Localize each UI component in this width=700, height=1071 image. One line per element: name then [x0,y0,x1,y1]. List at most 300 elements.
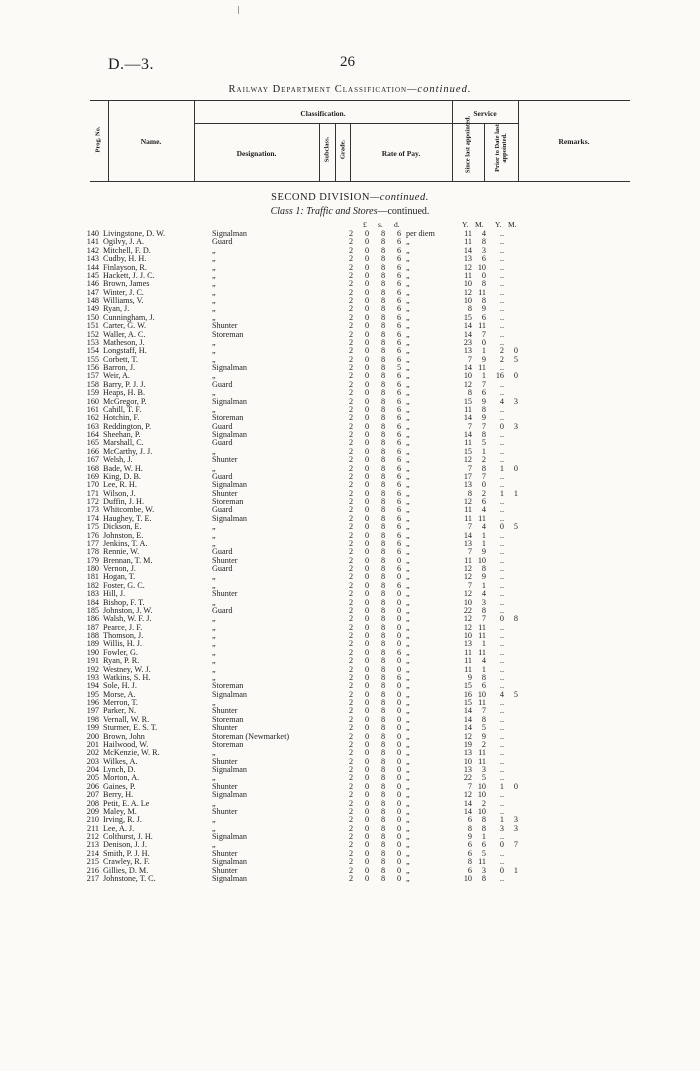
pay-shillings: 8 [380,296,386,305]
pay-pence: 0 [396,773,402,783]
service-years-prior: .. [499,287,504,297]
grade: 2 [348,237,354,247]
pay-unit: „ [406,564,410,573]
staff-name: Matheson, J. [103,338,145,347]
service-years-prior: 2 [499,354,504,364]
service-months-since: 10 [477,262,486,272]
service-months-prior: 7 [513,840,518,850]
pay-pounds: 0 [364,781,370,791]
pay-pounds: 0 [364,832,370,841]
pay-unit: „ [406,723,410,733]
designation: Shunter [212,456,238,465]
staff-name: Petit, E. A. Le [103,799,150,808]
grade: 2 [348,580,354,590]
service-years-prior: .. [499,446,504,456]
pay-unit: „ [406,681,410,691]
service-years-since: 12 [463,379,472,389]
pay-pounds: 0 [364,865,370,875]
grade: 2 [348,731,354,741]
staff-name: Gillies, D. M. [103,866,149,875]
unit-shillings: s. [378,220,383,229]
grade: 2 [348,245,354,255]
pay-unit: „ [406,497,410,506]
service-months-since: 8 [481,605,486,615]
pay-shillings: 8 [380,404,386,414]
pay-pence: 6 [396,371,402,381]
grade: 2 [348,739,354,749]
pay-pence: 6 [396,229,402,238]
service-years-since: 13 [463,765,472,774]
unit-months-prior: M. [508,220,517,229]
grade: 2 [348,597,354,607]
service-months-since: 5 [481,723,486,733]
designation: Shunter [212,866,238,875]
divider [484,123,485,181]
service-months-since: 10 [477,555,486,565]
pay-pounds: 0 [364,555,370,565]
pay-pounds: 0 [364,664,370,674]
grade: 2 [348,823,354,833]
service-years-prior: .. [499,505,504,515]
pay-pence: 6 [396,522,402,532]
pay-pounds: 0 [364,815,370,825]
since-last-header: Since last appointed. [464,115,472,174]
designation: „ [212,313,216,322]
staff-name: Colthurst, J. H. [103,833,153,841]
grade: 2 [348,538,354,548]
designation: „ [212,523,216,532]
service-years-since: 9 [467,672,472,682]
pay-pence: 6 [396,304,402,314]
pay-pence: 6 [396,296,402,305]
pay-pence: 6 [396,480,402,490]
service-years-prior: .. [499,270,504,280]
service-years-since: 14 [463,245,472,255]
service-years-prior: .. [499,438,504,448]
service-years-since: 14 [463,413,472,423]
prog-no: 172 [86,497,99,506]
pay-shillings: 8 [380,798,386,808]
staff-name: Cudby, H. H. [103,255,147,264]
name-header: Name. [140,137,162,146]
service-months-since: 8 [481,564,486,573]
service-months-prior: 0 [513,346,518,356]
prog-no: 156 [86,363,99,372]
grade: 2 [348,614,354,624]
prog-no: 182 [86,580,99,590]
grade: 2 [348,438,354,448]
pay-shillings: 8 [380,270,386,280]
pay-pounds: 0 [364,329,370,339]
prog-no: 160 [86,396,99,406]
staff-name: Haughey, T. E. [103,514,152,523]
pay-shillings: 8 [380,513,386,523]
pay-unit: „ [406,346,410,356]
grade: 2 [348,254,354,264]
service-years-since: 14 [463,706,472,716]
service-months-since: 0 [481,337,486,347]
designation: „ [212,531,216,540]
service-years-since: 14 [463,530,472,540]
pay-unit: „ [406,279,410,289]
grade: 2 [348,689,354,699]
prog-no: 210 [86,815,99,825]
service-years-prior: .. [499,580,504,590]
section-heading [0,192,700,203]
pay-unit: „ [406,748,410,758]
pay-pence: 0 [396,597,402,607]
pay-unit: „ [406,832,410,841]
pay-pence: 0 [396,840,402,850]
grade: 2 [348,647,354,657]
prog-no: 147 [86,287,99,297]
pay-pounds: 0 [364,756,370,766]
pay-pounds: 0 [364,848,370,858]
grade: 2 [348,388,354,398]
pay-unit: „ [406,413,410,423]
pay-unit: „ [406,337,410,347]
pay-pounds: 0 [364,438,370,448]
grade: 2 [348,790,354,800]
pay-unit: „ [406,622,410,632]
pay-shillings: 8 [380,455,386,465]
staff-name: Weir, A. [103,372,130,381]
pay-shillings: 8 [380,873,386,883]
pay-unit: „ [406,421,410,431]
grade: 2 [348,413,354,423]
service-years-since: 13 [463,748,472,758]
service-years-since: 23 [463,337,472,347]
service-months-since: 11 [478,287,486,297]
service-years-since: 15 [463,312,472,322]
prog-no: 203 [86,756,99,766]
service-months-since: 8 [481,404,486,414]
service-years-since: 13 [463,639,472,649]
service-years-since: 19 [463,739,472,749]
prog-no: 177 [86,538,99,548]
pay-shillings: 8 [380,564,386,573]
grade: 2 [348,639,354,649]
pay-pounds: 0 [364,430,370,439]
pay-pounds: 0 [364,631,370,640]
service-months-since: 2 [481,488,486,498]
service-years-prior: .. [499,765,504,774]
pay-shillings: 8 [380,337,386,347]
page-mark [238,6,239,14]
staff-name: Foster, G. C. [103,581,145,590]
pay-pounds: 0 [364,589,370,599]
pay-unit: „ [406,672,410,682]
service-months-since: 8 [481,873,486,883]
pay-unit: „ [406,790,410,800]
service-years-prior: .. [499,832,504,841]
pay-pence: 6 [396,262,402,272]
service-years-prior: .. [499,321,504,331]
grade: 2 [348,497,354,506]
designation: Shunter [212,724,238,733]
service-years-since: 10 [463,597,472,607]
pay-unit: „ [406,522,410,532]
service-years-prior: .. [499,564,504,573]
pay-pence: 0 [396,765,402,774]
service-months-since: 1 [481,639,486,649]
pay-shillings: 8 [380,522,386,532]
service-years-prior: .. [499,605,504,615]
prog-no: 204 [86,765,99,774]
staff-name: Morse, A. [103,690,136,699]
pay-unit: „ [406,363,410,372]
designation: Storeman [212,740,244,749]
staff-name: Corbett, T. [103,355,138,364]
pay-pence: 6 [396,396,402,406]
pay-pence: 0 [396,823,402,833]
designation: „ [212,338,216,347]
staff-table-body [0,230,700,883]
grade: 2 [348,765,354,774]
grade: 2 [348,564,354,573]
service-years-prior: .. [499,806,504,816]
pay-pounds: 0 [364,572,370,582]
staff-name: Duffin, J. H. [103,498,145,506]
service-years-prior: .. [499,430,504,439]
staff-name: Berry, H. [103,791,134,800]
pay-unit: „ [406,438,410,448]
pay-pounds: 0 [364,396,370,406]
pay-pounds: 0 [364,614,370,624]
pay-unit: „ [406,245,410,255]
grade: 2 [348,622,354,632]
grade: 2 [348,589,354,599]
pay-shillings: 8 [380,572,386,582]
pay-unit: „ [406,597,410,607]
prog-no: 212 [86,832,99,841]
staff-name: Smith, P. J. H. [103,849,150,858]
service-years-prior: 2 [499,346,504,356]
prog-no: 171 [86,488,99,498]
service-years-since: 13 [463,538,472,548]
designation: „ [212,623,216,632]
section-suffix: —continued. [369,192,429,203]
staff-name: Ryan, P. R. [103,657,140,666]
staff-name: Jenkins, T. A. [103,539,148,548]
designation: Signalman [212,397,248,406]
staff-name: Vernall, W. R. [103,715,150,724]
service-months-since: 1 [481,346,486,356]
prog-no: 209 [86,806,99,816]
staff-name: Johnston, E. [103,531,144,540]
service-years-since: 12 [463,589,472,599]
service-years-prior: 0 [499,865,504,875]
service-years-since: 9 [467,832,472,841]
designation: Shunter [212,489,238,498]
pay-unit: „ [406,806,410,816]
pay-shillings: 8 [380,781,386,791]
staff-name: Barry, P. J. J. [103,380,146,389]
pay-unit: „ [406,354,410,364]
pay-pence: 0 [396,848,402,858]
pay-unit: „ [406,689,410,699]
pay-pounds: 0 [364,547,370,557]
prog-no: 186 [86,614,99,624]
service-years-since: 12 [463,455,472,465]
pay-unit: „ [406,773,410,783]
staff-name: Fowler, G. [103,648,138,657]
service-years-since: 11 [464,438,472,448]
prog-no: 201 [86,739,99,749]
pay-pence: 6 [396,580,402,590]
prog-no: 165 [86,438,99,448]
prog-no: 175 [86,522,99,532]
designation: „ [212,824,216,833]
pay-unit: „ [406,865,410,875]
service-years-prior: .. [499,572,504,582]
pay-pounds: 0 [364,245,370,255]
pay-pence: 6 [396,430,402,439]
pay-shillings: 8 [380,589,386,599]
pay-pence: 6 [396,564,402,573]
service-years-since: 10 [463,873,472,883]
service-months-since: 8 [481,823,486,833]
prog-no: 170 [86,480,99,490]
pay-unit: „ [406,580,410,590]
grade: 2 [348,815,354,825]
pay-pence: 6 [396,279,402,289]
service-years-since: 7 [467,354,472,364]
pay-pounds: 0 [364,522,370,532]
service-years-since: 15 [463,396,472,406]
prog-no: 174 [86,513,99,523]
pay-pounds: 0 [364,237,370,247]
service-months-since: 6 [481,312,486,322]
service-years-since: 7 [467,547,472,557]
grade: 2 [348,337,354,347]
grade: 2 [348,296,354,305]
prior-to-date-header: Prior to Date last appointed. [494,124,508,172]
service-header: Service [473,109,497,118]
pay-pounds: 0 [364,605,370,615]
section-title: SECOND DIVISION [271,192,370,203]
staff-name: Lee, A. J. [103,824,135,833]
prog-no: 163 [86,421,99,431]
prog-no: 173 [86,505,99,515]
staff-name: Irving, R. J. [103,816,142,825]
prog-no: 189 [86,639,99,649]
designation: Storeman (Newmarket) [212,732,290,741]
prog-no: 162 [86,413,99,423]
service-months-since: 8 [481,815,486,825]
service-months-since: 4 [481,656,486,666]
prog-no: 184 [86,597,99,607]
service-years-since: 14 [463,363,472,372]
grade: 2 [348,329,354,339]
prog-no: 207 [86,790,99,800]
prog-no-header: Prog. No. [94,126,102,153]
service-months-since: 11 [478,748,486,758]
prog-no: 144 [86,262,99,272]
pay-pence: 6 [396,647,402,657]
pay-pence: 6 [396,379,402,389]
unit-pence: d. [394,220,400,229]
title-text: Railway Department Classification [228,84,408,95]
service-years-since: 7 [467,781,472,791]
service-years-prior: .. [499,555,504,565]
pay-shillings: 8 [380,287,386,297]
staff-name: Waller, A. C. [103,330,146,339]
pay-unit: „ [406,538,410,548]
service-years-prior: .. [499,798,504,808]
pay-unit: „ [406,647,410,657]
service-months-since: 5 [481,848,486,858]
pay-pounds: 0 [364,714,370,724]
staff-name: Westney, W. J. [103,665,151,674]
staff-name: Welsh, J. [103,456,133,465]
staff-name: Livingstone, D. W. [103,230,166,238]
service-years-since: 10 [463,279,472,289]
service-years-since: 8 [467,823,472,833]
divider [194,123,452,124]
pay-pence: 5 [396,363,402,372]
pay-unit: per diem [406,229,435,238]
grade: 2 [348,430,354,439]
staff-name: Watkins, S. H. [103,673,151,682]
pay-pence: 0 [396,832,402,841]
pay-pence: 0 [396,656,402,666]
prog-no: 216 [86,865,99,875]
service-years-prior: 0 [499,421,504,431]
pay-shillings: 8 [380,371,386,381]
designation: Signalman [212,514,248,523]
service-months-since: 4 [481,505,486,515]
grade: 2 [348,262,354,272]
prog-no: 148 [86,296,99,305]
staff-name: Brown, James [103,280,150,289]
service-years-prior: .. [499,480,504,490]
prog-no: 198 [86,714,99,724]
service-years-prior: .. [499,731,504,741]
pay-pounds: 0 [364,698,370,707]
service-years-since: 7 [467,580,472,590]
service-months-since: 4 [481,522,486,532]
pay-shillings: 8 [380,597,386,607]
grade: 2 [348,848,354,858]
pay-pounds: 0 [364,731,370,741]
prog-no: 195 [86,689,99,699]
staff-name: Dickson, E. [103,523,142,532]
pay-pounds: 0 [364,270,370,280]
pay-pounds: 0 [364,873,370,883]
pay-shillings: 8 [380,505,386,515]
grade: 2 [348,371,354,381]
pay-shillings: 8 [380,254,386,264]
pay-pounds: 0 [364,857,370,867]
pay-pounds: 0 [364,497,370,506]
pay-shillings: 8 [380,656,386,666]
grade: 2 [348,798,354,808]
service-years-prior: 0 [499,522,504,532]
pay-unit: „ [406,614,410,624]
service-months-prior: 3 [513,823,518,833]
prog-no: 178 [86,547,99,557]
service-years-since: 7 [467,522,472,532]
prog-no: 196 [86,698,99,707]
service-years-since: 7 [467,421,472,431]
grade: 2 [348,572,354,582]
staff-name: Merron, T. [103,699,138,707]
pay-pounds: 0 [364,446,370,456]
prog-no: 142 [86,245,99,255]
pay-pence: 0 [396,589,402,599]
class-label: Class 1: [270,206,304,217]
